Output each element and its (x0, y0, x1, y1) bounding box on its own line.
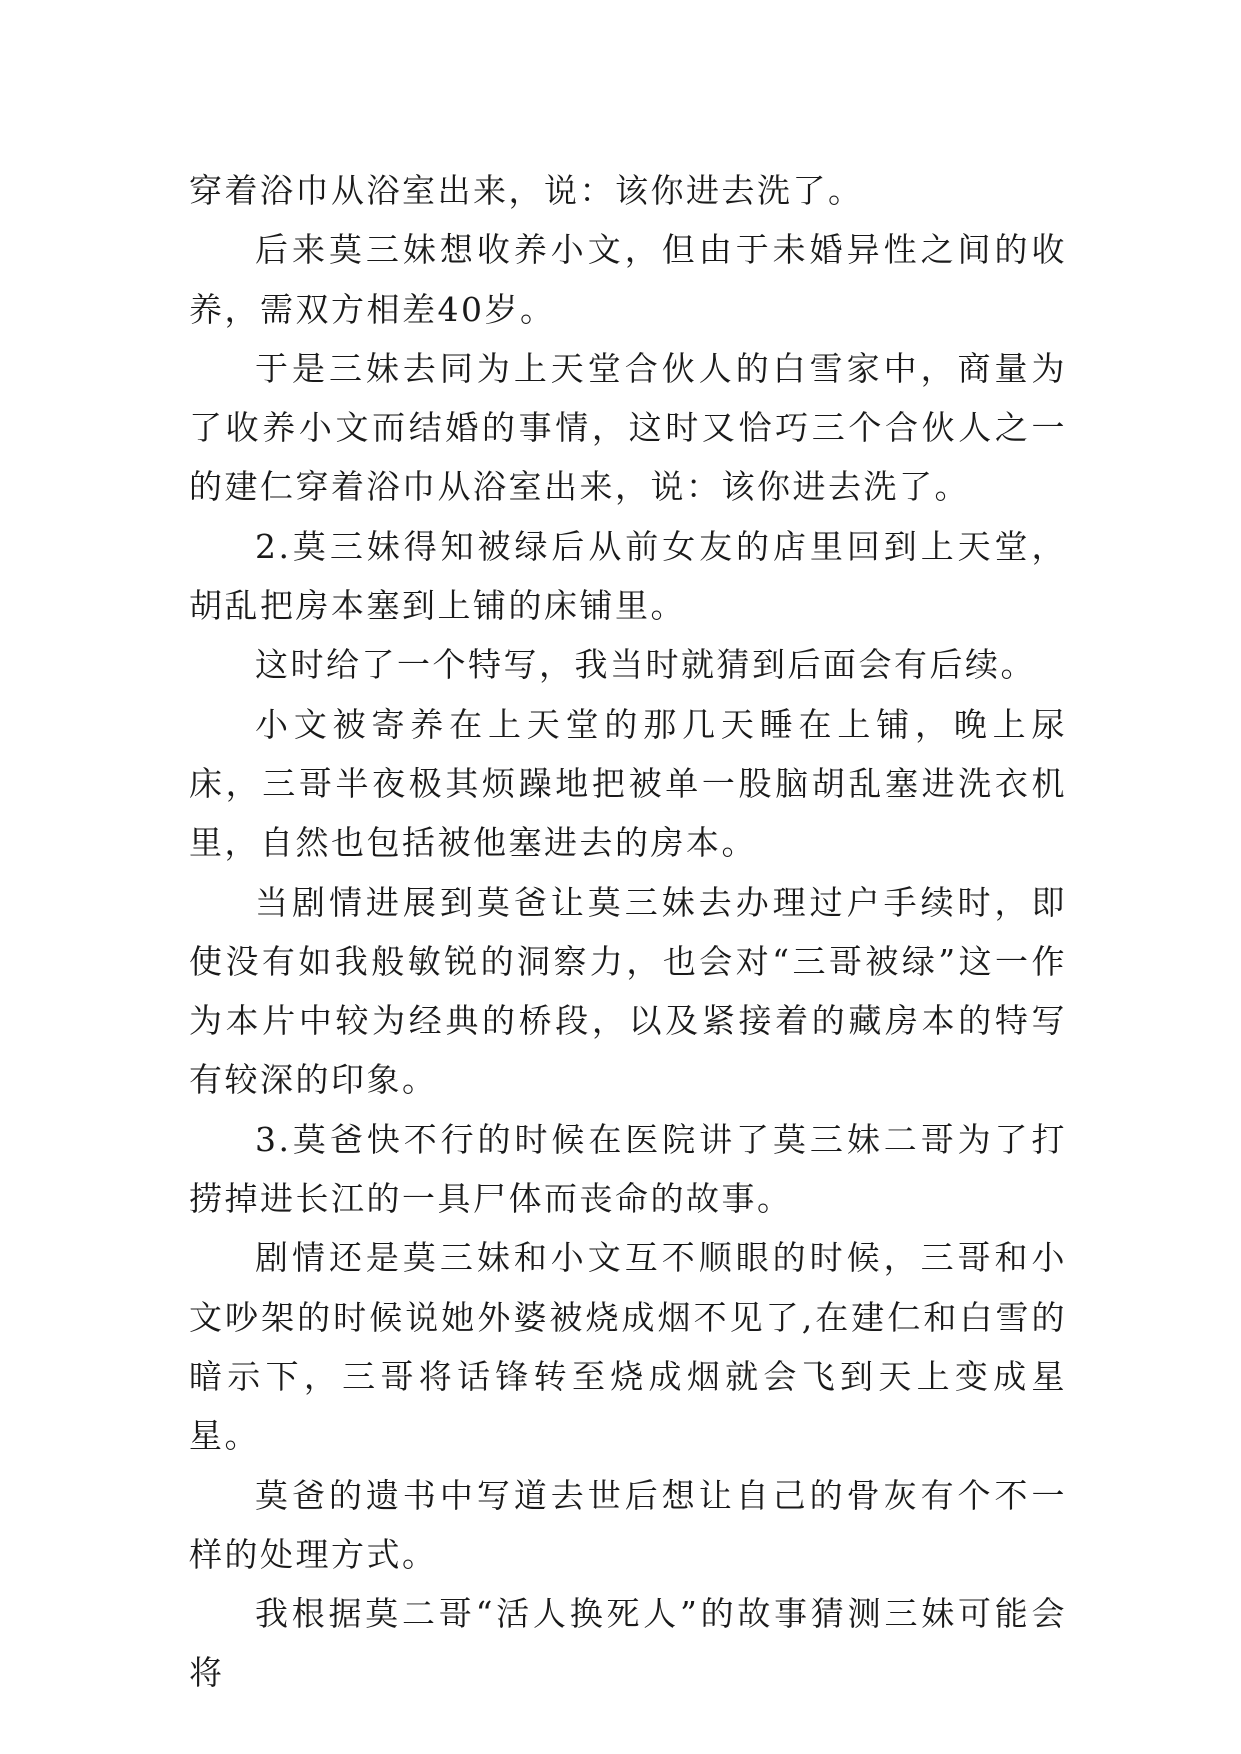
paragraph-5: 这时给了一个特写，我当时就猜到后面会有后续。 (255, 645, 1036, 685)
paragraph-1: 穿着浴巾从浴室出来，说：该你进去洗了。 (189, 171, 864, 210)
paragraph-9: 剧情还是莫三妹和小文互不顺眼的时候，三哥和小文吵架的时候说她外婆被烧成烟不见了,在建仁和白雪的暗示下，三哥将话锋转至烧成烟就会飞到天上变成星星。 (189, 1238, 1067, 1456)
paragraph-6: 小文被寄养在上天堂的那几天睡在上铺，晚上尿床，三哥半夜极其烦躁地把被单一股脑胡乱塞进洗衣机里，自然也包括被他塞进去的房本。 (189, 704, 1067, 863)
paragraph-4: 2.莫三妹得知被绿后从前女友的店里回到上天堂，胡乱把房本塞到上铺的床铺里。 (189, 526, 1067, 626)
paragraph-10: 莫爸的遗书中写道去世后想让自己的骨灰有个不一样的处理方式。 (189, 1475, 1067, 1574)
paragraph-8: 3.莫爸快不行的时候在医院讲了莫三妹二哥为了打捞掉进长江的一具尸体而丧命的故事。 (189, 1119, 1067, 1219)
paragraph-3: 于是三妹去同为上天堂合伙人的白雪家中，商量为了收养小文而结婚的事情，这时又恰巧三个合伙人之一的建仁穿着浴巾从浴室出来，说：该你进去洗了。 (189, 348, 1067, 507)
document-body (189, 161, 1067, 1703)
paragraph-7: 当剧情进展到莫爸让莫三妹去办理过户手续时，即使没有如我般敏锐的洞察力，也会对“三哥被绿”这一作为本片中较为经典的桥段，以及紧接着的藏房本的特写有较深的印象。 (189, 882, 1067, 1100)
paragraph-2: 后来莫三妹想收养小文，但由于未婚异性之间的收养，需双方相差40岁。 (189, 230, 1067, 329)
paragraph-11: 我根据莫二哥“活人换死人”的故事猜测三妹可能会将 (189, 1594, 1067, 1693)
